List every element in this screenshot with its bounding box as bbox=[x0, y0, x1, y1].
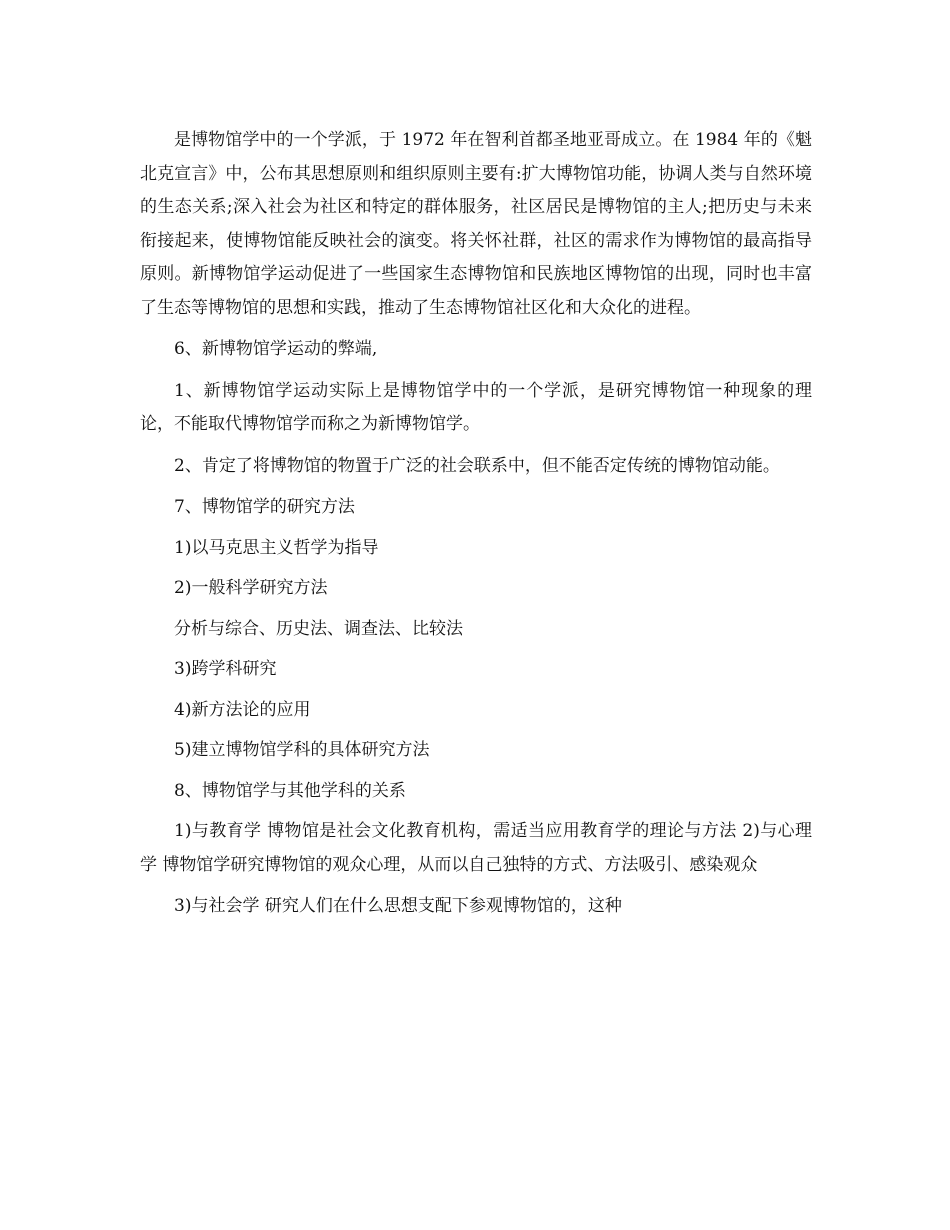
list-item-method-5: 5)建立博物馆学科的具体研究方法 bbox=[174, 740, 430, 760]
paragraph-drawback-2: 2、肯定了将博物馆的物置于广泛的社会联系中，但不能否定传统的博物馆动能。 bbox=[174, 455, 780, 476]
paragraph-new-museology-intro: 是博物馆学中的一个学派，于 1972 年在智利首都圣地亚哥成立。在 1984 年的《魁北克宣言》中，公布其思想原则和组织原则主要有:扩大博物馆功能，协调人类与自然环境的生态关系;深入社会为社区和特定的群体服务，社区居民是博物馆的主人;把历史与未来衔接起来，使博物馆能反映社会的演变。将关怀社群，社区的需求作为博物馆的最高指导原则。新博物馆学运动促进了一些国家生态博物馆和民族地区博物馆的出现，同时也丰富了生态等博物馆的思想和实践，推动了生态博物馆社区化和大众化的进程。 bbox=[140, 130, 812, 318]
paragraph-method-2-detail: 分析与综合、历史法、调查法、比较法 bbox=[174, 618, 463, 639]
list-item-method-2: 2)一般科学研究方法 bbox=[174, 578, 328, 598]
paragraph-education-psychology: 1)与教育学 博物馆是社会文化教育机构，需适当应用教育学的理论与方法 2)与心理学 博物馆学研究博物馆的观众心理，从而以自己独特的方式、方法吸引、感染观众 bbox=[140, 821, 812, 875]
heading-research-methods: 7、博物馆学的研究方法 bbox=[174, 497, 355, 517]
heading-new-museology-drawbacks: 6、新博物馆学运动的弊端, bbox=[174, 339, 378, 359]
list-item-method-1: 1)以马克思主义哲学为指导 bbox=[174, 537, 379, 558]
document-body bbox=[140, 124, 812, 932]
list-item-method-3: 3)跨学科研究 bbox=[174, 659, 277, 679]
paragraph-drawback-1: 1、新博物馆学运动实际上是博物馆学中的一个学派，是研究博物馆一种现象的理论，不能取代博物馆学而称之为新博物馆学。 bbox=[140, 380, 812, 434]
list-item-method-4: 4)新方法论的应用 bbox=[174, 699, 311, 720]
heading-related-disciplines: 8、博物馆学与其他学科的关系 bbox=[174, 780, 406, 801]
paragraph-sociology: 3)与社会学 研究人们在什么思想支配下参观博物馆的，这种 bbox=[174, 896, 622, 916]
